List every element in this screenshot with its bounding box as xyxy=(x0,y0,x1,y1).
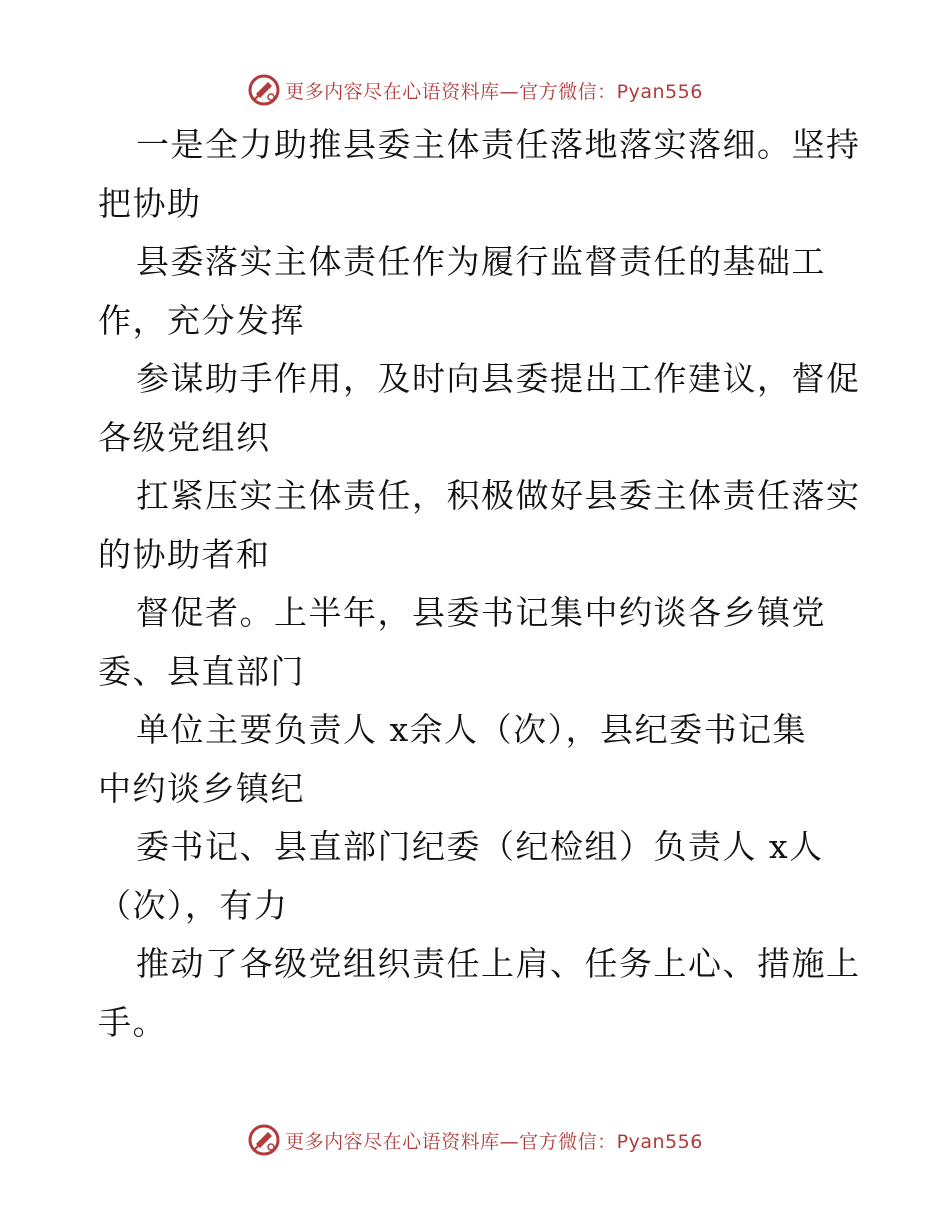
paragraph-line: 县委落实主体责任作为履行监督责任的基础工 xyxy=(136,242,826,281)
header-banner-text: 更多内容尽在心语资料库—官方微信：Pyan556 xyxy=(285,80,703,103)
paragraph-line: 各级党组织 xyxy=(98,417,271,457)
document-body xyxy=(98,116,861,1052)
header-banner xyxy=(0,70,950,110)
footer-banner xyxy=(0,1120,950,1160)
paragraph-line: 一是全力助推县委主体责任落地落实落细。坚持 xyxy=(136,125,861,164)
paragraph-line: 作，充分发挥 xyxy=(98,300,305,340)
paragraph-line: 把协助 xyxy=(98,183,202,223)
paragraph-line: 参谋助手作用，及时向县委提出工作建议，督促 xyxy=(136,359,861,398)
paragraph-line: 推动了各级党组织责任上肩、任务上心、措施上 xyxy=(136,944,861,983)
paragraph-line: 中约谈乡镇纪 xyxy=(98,768,305,808)
book-pen-logo-icon xyxy=(247,1123,281,1157)
footer-banner-text: 更多内容尽在心语资料库—官方微信：Pyan556 xyxy=(285,1130,703,1153)
paragraph-line: 的协助者和 xyxy=(98,534,271,574)
paragraph-line: （次），有力 xyxy=(98,885,289,925)
paragraph-line: 扛紧压实主体责任，积极做好县委主体责任落实 xyxy=(136,476,861,515)
paragraph-line: 单位主要负责人 x余人（次），县纪委书记集 xyxy=(136,710,808,749)
paragraph-line: 手。 xyxy=(98,1002,167,1042)
paragraph-line: 委、县直部门 xyxy=(98,651,305,691)
book-pen-logo-icon xyxy=(247,73,281,107)
paragraph-line: 委书记、县直部门纪委（纪检组）负责人 x人 xyxy=(136,827,824,866)
paragraph-line: 督促者。上半年，县委书记集中约谈各乡镇党 xyxy=(136,593,826,632)
